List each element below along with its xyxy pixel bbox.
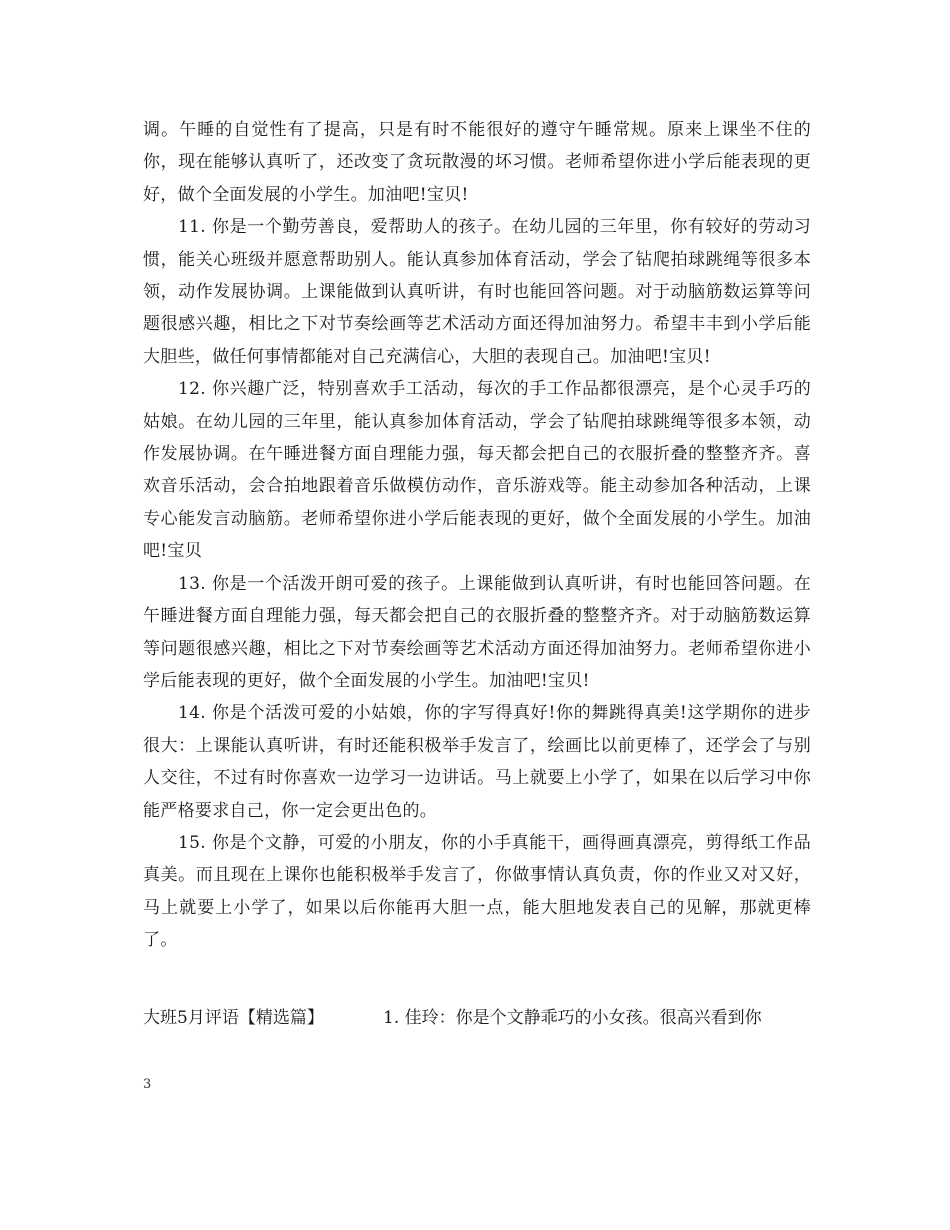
paragraph-item-12: 12. 你兴趣广泛，特别喜欢手工活动，每次的手工作品都很漂亮，是个心灵手巧的姑娘。在幼儿园的三年里，能认真参加体育活动，学会了钻爬拍球跳绳等很多本领，动作发展协调。在午睡进餐方面自理能力强，每天都会把自己的衣服折叠的整整齐齐。喜欢音乐活动，会合拍地跟着音乐做模仿动作，音乐游戏等。能主动参加各种活动，上课专心能发言动脑筋。老师希望你进小学后能表现的更好，做个全面发展的小学生。加油吧!宝贝 <box>143 379 811 562</box>
section-line <box>143 1002 813 1034</box>
paragraph-item-13: 13. 你是一个活泼开朗可爱的孩子。上课能做到认真听讲，有时也能回答问题。在午睡进餐方面自理能力强，每天都会把自己的衣服折叠的整整齐齐。对于动脑筋数运算等问题很感兴趣，相比之下对节奏绘画等艺术活动方面还得加油努力。老师希望你进小学后能表现的更好，做个全面发展的小学生。加油吧!宝贝! <box>143 573 811 691</box>
paragraph-item-11: 11. 你是一个勤劳善良，爱帮助人的孩子。在幼儿园的三年里，你有较好的劳动习惯，能关心班级并愿意帮助别人。能认真参加体育活动，学会了钻爬拍球跳绳等很多本领，动作发展协调。上课能做到认真听讲，有时也能回答问题。对于动脑筋数运算等问题很感兴趣，相比之下对节奏绘画等艺术活动方面还得加油努力。希望丰丰到小学后能大胆些，做任何事情都能对自己充满信心，大胆的表现自己。加油吧!宝贝! <box>143 217 811 367</box>
paragraph-item-15: 15. 你是个文静，可爱的小朋友，你的小手真能干，画得画真漂亮，剪得纸工作品真美。而且现在上课你也能积极举手发言了，你做事情认真负责，你的作业又对又好，马上就要上小学了，如果以后你能再大胆一点，能大胆地发表自己的见解，那就更棒了。 <box>143 832 811 951</box>
page-number: 3 <box>143 1077 152 1092</box>
paragraph-item-14: 14. 你是个活泼可爱的小姑娘，你的字写得真好!你的舞跳得真美!这学期你的进步很大：上课能认真听讲，有时还能积极举手发言了，绘画比以前更棒了，还学会了与别人交往，不过有时你喜欢一边学习一边讲话。马上就要上小学了，如果在以后学习中你能严格要求自己，你一定会更出色的。 <box>143 703 811 821</box>
document-body <box>143 114 811 957</box>
section-heading: 大班5月评语【精选篇】 <box>143 1008 324 1028</box>
section-first-item: 1. 佳玲：你是个文静乖巧的小女孩。很高兴看到你 <box>383 1008 762 1028</box>
paragraph-continuation: 调。午睡的自觉性有了提高，只是有时不能很好的遵守午睡常规。原来上课坐不住的你，现在能够认真听了，还改变了贪玩散漫的坏习惯。老师希望你进小学后能表现的更好，做个全面发展的小学生。加油吧!宝贝! <box>143 120 811 205</box>
